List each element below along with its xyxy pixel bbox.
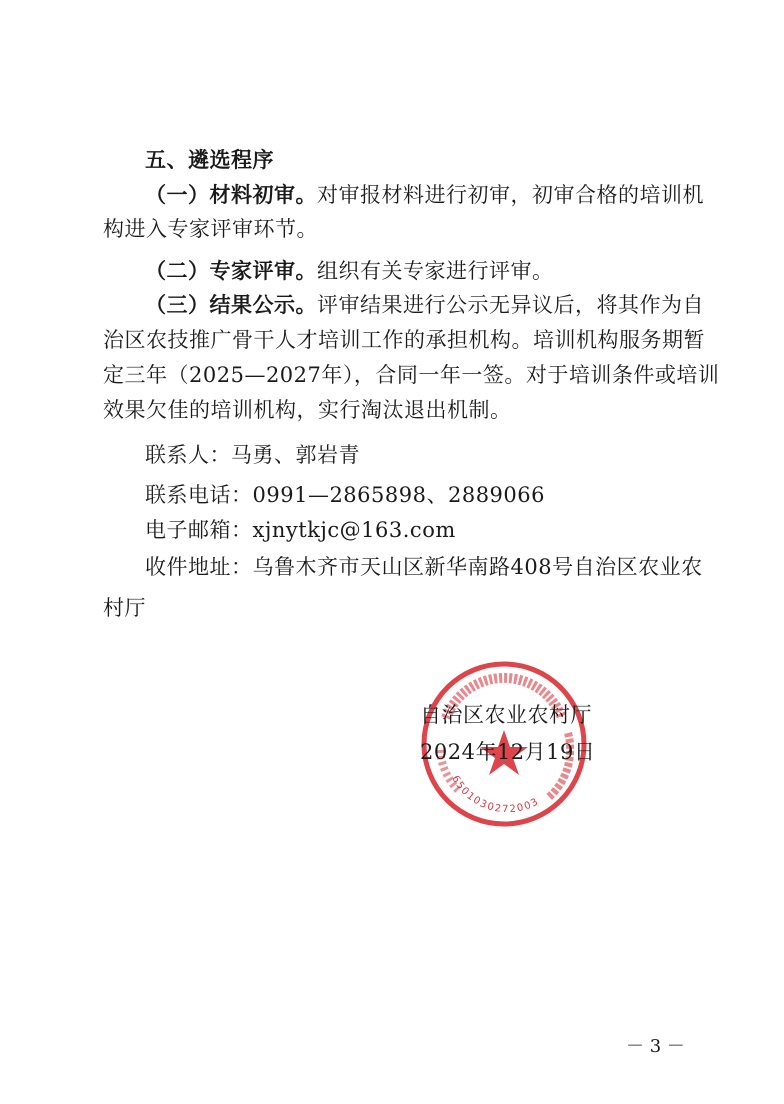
result-text: 评审结果进行公示无异议后，将其作为自 — [317, 293, 704, 317]
paragraph-result-line1 — [145, 290, 704, 320]
expert-review-lead: （二）专家评审。 — [145, 259, 317, 283]
signature-date: 2024年12月19日 — [420, 740, 596, 764]
contact-address-line1: 收件地址：乌鲁木齐市天山区新华南路408号自治区农业农 — [145, 555, 703, 579]
svg-text:6501030272003 — [449, 774, 541, 815]
section-heading: 五、遴选程序 — [145, 148, 274, 172]
seal-number: 6501030272003 — [449, 773, 542, 816]
paragraph-material-review-line2: 构进入专家评审环节。 — [103, 217, 318, 241]
signature-org: 自治区农业农村厅 — [420, 703, 592, 727]
paragraph-result-line3: 定三年（2025—2027年），合同一年一签。对于培训条件或培训 — [103, 363, 720, 387]
page-number: － 3 － — [626, 1036, 685, 1057]
paragraph-result-line2: 治区农技推广骨干人才培训工作的承担机构。培训机构服务期暂 — [103, 328, 705, 352]
contact-phone: 联系电话：0991—2865898、2889066 — [145, 483, 545, 507]
contact-person: 联系人：马勇、郭岩青 — [145, 443, 360, 467]
paragraph-material-review-line1 — [145, 180, 704, 210]
paragraph-expert-review — [145, 256, 735, 286]
material-review-lead: （一）材料初审。 — [145, 183, 317, 207]
contact-email: 电子邮箱：xjnytkjc@163.com — [145, 518, 456, 542]
result-lead: （三）结果公示。 — [145, 293, 317, 317]
material-review-text: 对审报材料进行初审，初审合格的培训机 — [317, 183, 704, 207]
paragraph-result-line4: 效果欠佳的培训机构，实行淘汰退出机制。 — [103, 398, 512, 422]
contact-address-line2: 村厅 — [103, 596, 146, 620]
expert-review-text: 组织有关专家进行评审。 — [317, 259, 554, 283]
